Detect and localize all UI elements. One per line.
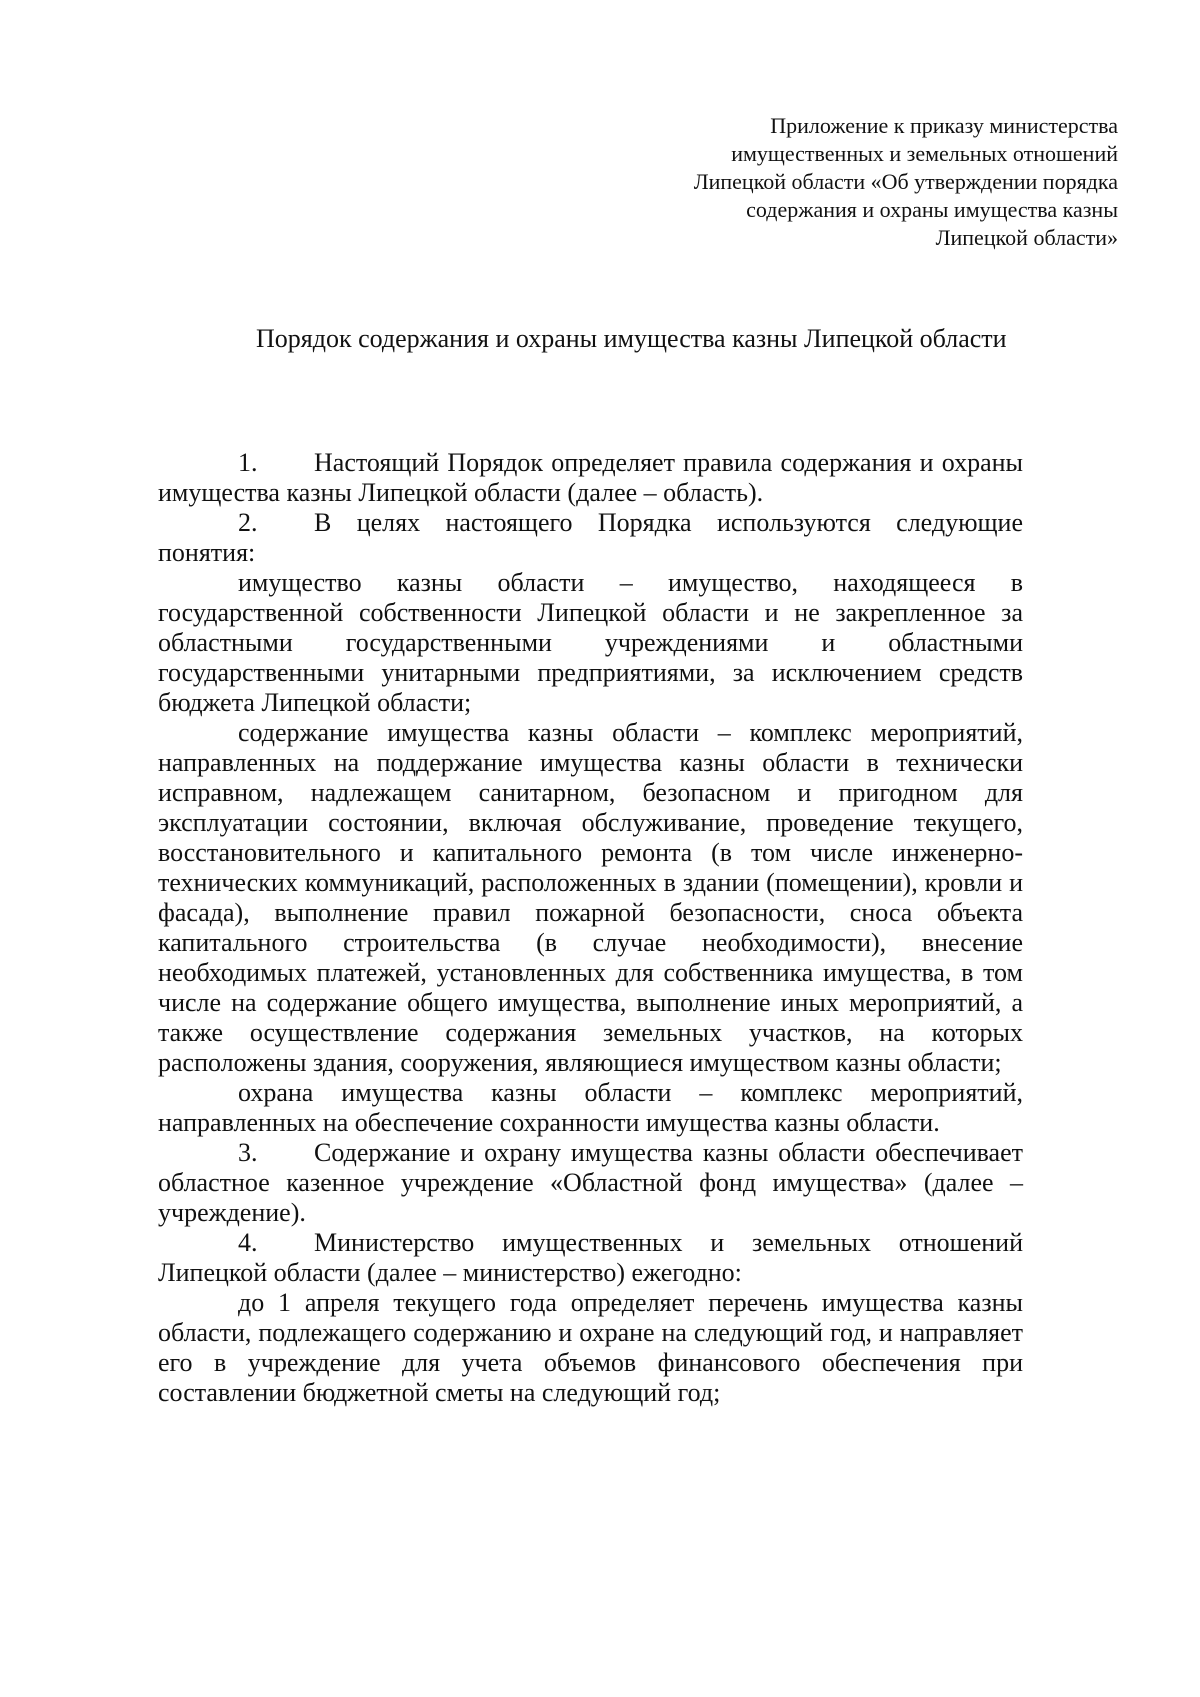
paragraph-3: [158, 1138, 1023, 1228]
paragraph-text: В целях настоящего Порядка используются следующие понятия:: [158, 508, 1023, 567]
paragraph-text: содержание имущества казны области – комплекс мероприятий, направленных на поддержание имущества казны области в технически исправном, надлежащем санитарном, безопасном и пригодном для эксплуатации состоянии, включая обслуживание, проведение текущего, восстановительного и капитального ремонта (в том числе инженерно-технических коммуникаций, расположенных в здании (помещении), кровли и фасада), выполнение правил пожарной безопасности, сноса объекта капитального строительства (в случае необходимости), внесение необходимых платежей, установленных для собственника имущества, в том числе на содержание общего имущества, выполнение иных мероприятий, а также осуществление содержания земельных участков, на которых расположены здания, сооружения, являющиеся имуществом казны области;: [158, 718, 1023, 1077]
paragraph-1: [158, 448, 1023, 508]
paragraph-number: 1.: [238, 448, 258, 477]
definition-protection: [158, 1078, 1023, 1138]
appendix-line: имущественных и земельных отношений: [731, 141, 1118, 166]
appendix-line: Приложение к приказу министерства: [770, 113, 1118, 138]
paragraph-4-item: [158, 1288, 1023, 1408]
appendix-line: Липецкой области «Об утверждении порядка: [693, 169, 1118, 194]
paragraph-text: Содержание и охрану имущества казны области обеспечивает областное казенное учреждение «Областной фонд имущества» (далее – учреждение).: [158, 1138, 1023, 1227]
paragraph-text: Настоящий Порядок определяет правила содержания и охраны имущества казны Липецкой области (далее – область).: [158, 448, 1023, 507]
definition-property: [158, 568, 1023, 718]
paragraph-text: охрана имущества казны области – комплекс мероприятий, направленных на обеспечение сохранности имущества казны области.: [158, 1078, 1023, 1137]
document-body: [158, 448, 1023, 1408]
paragraph-text: до 1 апреля текущего года определяет перечень имущества казны области, подлежащего содержанию и охране на следующий год, и направляет его в учреждение для учета объемов финансового обеспечения при составлении бюджетной сметы на следующий год;: [158, 1288, 1023, 1407]
document-title: Порядок содержания и охраны имущества казны Липецкой области: [256, 324, 1007, 353]
definition-maintenance: [158, 718, 1023, 1078]
appendix-header: [598, 112, 1118, 252]
paragraph-number: 3.: [238, 1138, 258, 1167]
paragraph-text: имущество казны области – имущество, находящееся в государственной собственности Липецкой области и не закрепленное за областными государственными учреждениями и областными государственными унитарными предприятиями, за исключением средств бюджета Липецкой области;: [158, 568, 1023, 717]
paragraph-number: 4.: [238, 1228, 258, 1257]
paragraph-2: [158, 508, 1023, 568]
paragraph-text: Министерство имущественных и земельных отношений Липецкой области (далее – министерство) ежегодно:: [158, 1228, 1023, 1287]
paragraph-4: [158, 1228, 1023, 1288]
paragraph-number: 2.: [238, 508, 258, 537]
appendix-line: Липецкой области»: [935, 225, 1118, 250]
appendix-line: содержания и охраны имущества казны: [746, 197, 1118, 222]
